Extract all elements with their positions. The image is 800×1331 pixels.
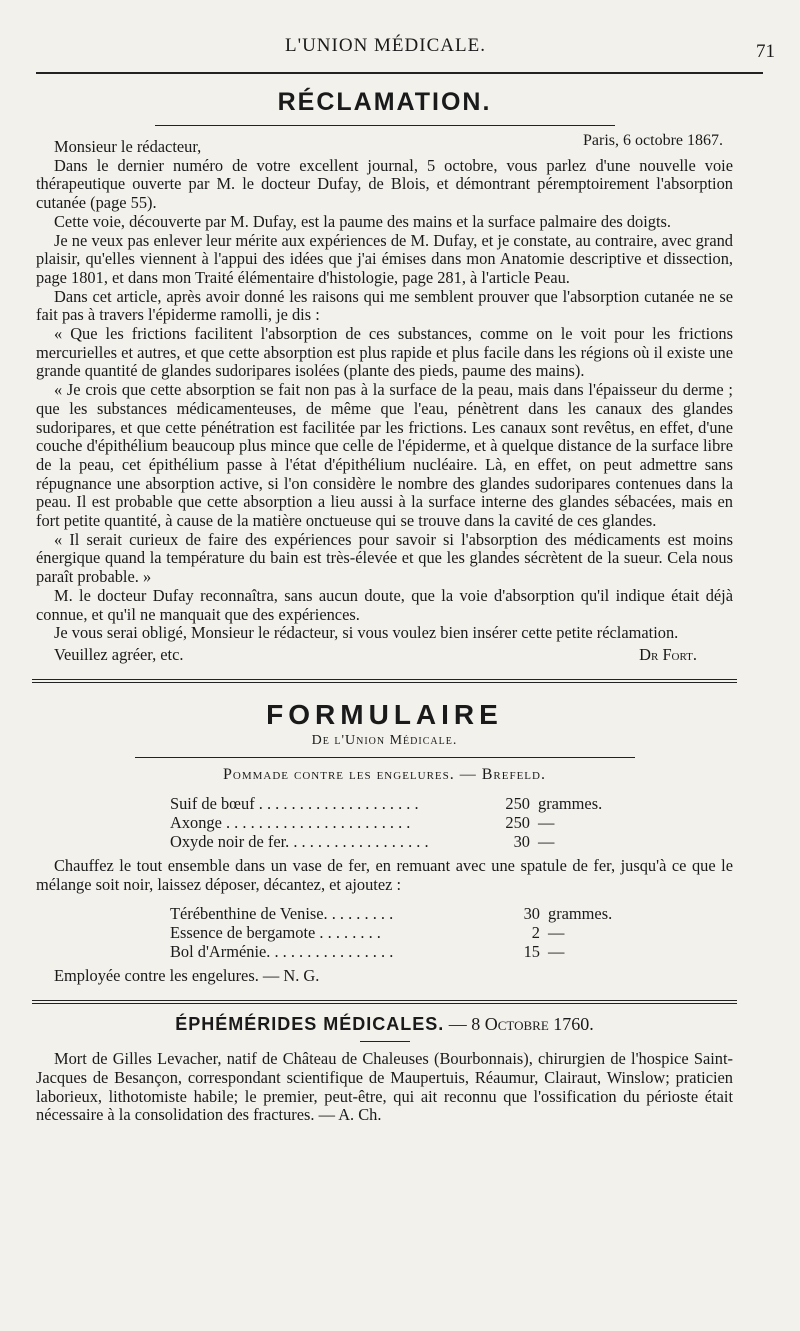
- ingredient-unit: —: [538, 831, 555, 851]
- reclamation-title: RÉCLAMATION.: [277, 88, 492, 116]
- instruction: Chauffez le tout ensemble dans un vase de fer, en remuant avec une spatule de fer, jusqu'à ce que le mélange soit noir, laissez déposer, décantez, et ajoutez :: [36, 855, 733, 894]
- ingredient-row: [170, 794, 733, 813]
- paragraph: Dans cet article, après avoir donné les raisons qui me semblent prouver que l'absorption cutanée ne se fait pas à travers l'épiderme ramolli, je dis :: [36, 286, 733, 325]
- formulaire-subtitle: De l'Union Médicale.: [311, 732, 458, 748]
- dateline: Paris, 6 octobre 1867.: [583, 132, 723, 149]
- ephemerides-section: [36, 1014, 733, 1125]
- usage-note: Employée contre les engelures. — N. G.: [54, 966, 320, 986]
- addition-row: [170, 904, 733, 923]
- addition-name: Essence de bergamote . . . . . . . .: [170, 923, 381, 943]
- subtitle-rule: [135, 757, 635, 758]
- ephemerides-heading: [36, 1014, 733, 1035]
- addition-row: [170, 923, 733, 942]
- addition-qty: 2: [531, 923, 540, 943]
- addition-qty: 30: [523, 904, 540, 924]
- quote-paragraph: « Il serait curieux de faire des expériences pour savoir si l'absorption des médicaments est moins énergique quand la température du bain est très-élevée et que les glandes sécrètent de la sueur. Cela nous paraît probable. »: [36, 529, 733, 587]
- paragraph: Je ne veux pas enlever leur mérite aux expériences de M. Dufay, et je constate, au contraire, avec grand plaisir, qu'elles viennent à l'appui des idées que j'ai émises dans mon Anatomie descriptive et dissection, page 1801, et dans mon Traité élémentaire d'histologie, page 281, à l'article Peau.: [36, 230, 733, 287]
- quote-paragraph: « Que les frictions facilitent l'absorption de ces substances, comme on le voit pour les frictions mercurielles et autres, et que cette absorption est plus rapide et plus facile dans les régions où il existe une grande quantité de glandes sudoripares isolées (plante des pieds, paume des mains).: [36, 324, 733, 381]
- addition-list: [170, 904, 733, 961]
- ingredient-qty: 250: [505, 793, 530, 813]
- running-head: L'UNION MÉDICALE.: [285, 35, 486, 56]
- ephemerides-date: — 8 Octobre 1760.: [448, 1014, 594, 1035]
- paragraph: Je vous serai obligé, Monsieur le rédacteur, si vous voulez bien insérer cette petite réclamation.: [54, 623, 679, 643]
- addition-unit: —: [548, 942, 565, 962]
- ingredient-unit: grammes.: [538, 793, 603, 813]
- addition-name: Bol d'Arménie. . . . . . . . . . . . . . . .: [170, 942, 394, 962]
- paragraph: M. le docteur Dufay reconnaîtra, sans aucun doute, que la voie d'absorption qu'il indique était déjà connue, et qu'il ne manquait que des expériences.: [36, 585, 733, 624]
- paragraph: Cette voie, découverte par M. Dufay, est la paume des mains et la surface palmaire des doigts.: [54, 211, 672, 231]
- quote-paragraph: « Je crois que cette absorption se fait non pas à la surface de la peau, mais dans l'épaisseur du derme ; que les substances médicamenteuses, de même que l'eau, pénètrent dans les canaux des glandes sudoripares, et que cette pénétration est facilitée par les frictions. Les canaux sont revêtus, en effet, d'une couche d'épithélium beaucoup plus mince que celle de l'épiderme, et à quelque distance de la surface libre de la peau, cet épithélium passe à l'état d'épithélium nucléaire. Là, en effet, on peut admettre sans répugnance une absorption active, si l'on considère le nombre des glandes sudoripares contenues dans la peau. Il est probable que cette absorption a lieu aussi à la surface interne des glandes sébacées, mais en fort petite quantité, à cause de la matière onctueuse qui se trouve dans la cavité de ces glandes.: [36, 380, 733, 531]
- addition-name: Térébenthine de Venise. . . . . . . . .: [170, 904, 394, 924]
- signoff: [36, 645, 733, 665]
- ephemerides-title: ÉPHÉMÉRIDES MÉDICALES.: [175, 1014, 445, 1035]
- formulaire-title: FORMULAIRE: [266, 698, 503, 730]
- section-divider: [32, 1000, 737, 1004]
- addition-row: [170, 942, 733, 961]
- recipe-title: Pommade contre les engelures. — Brefeld.: [223, 765, 546, 783]
- ephemerides-rule: [360, 1041, 410, 1042]
- ingredient-qty: 30: [513, 831, 530, 851]
- section-divider: [32, 679, 737, 683]
- addition-qty: 15: [523, 942, 540, 962]
- ingredient-list: [170, 794, 733, 851]
- page-number: 71: [756, 41, 775, 62]
- page-header: [36, 35, 775, 75]
- header-rule: [36, 72, 763, 74]
- ingredient-unit: —: [538, 812, 555, 832]
- ingredient-name: Suif de bœuf . . . . . . . . . . . . . . . . . . . .: [170, 793, 419, 813]
- reclamation-section: [36, 88, 733, 665]
- title-rule: [155, 125, 615, 126]
- addition-unit: —: [548, 923, 565, 943]
- ingredient-row: [170, 832, 733, 851]
- ephemerides-text: Mort de Gilles Levacher, natif de Château de Chaleuses (Bourbonnais), chirurgien de l'hospice Saint-Jacques de Besançon, correspondant scientifique de Maupertuis, Réaumur, Clairaut, Winslow; praticien laborieux, lithotomiste habile; le premier, peut-être, qui ait reconnu que l'ossification du périoste était nécessaire à la consolidation des fractures. — A. Ch.: [36, 1049, 733, 1125]
- signature: Dr Fort.: [639, 644, 697, 664]
- paragraph: Dans le dernier numéro de votre excellent journal, 5 octobre, vous parlez d'une nouvelle voie thérapeutique ouverte par M. le docteur Dufay, de Blois, et démontrant péremptoirement l'absorption cutanée (page 55).: [36, 155, 733, 213]
- formulaire-section: [36, 699, 733, 986]
- closing: Veuillez agréer, etc.: [54, 644, 184, 664]
- salutation: Monsieur le rédacteur,: [54, 137, 202, 156]
- page-content: [36, 88, 733, 1125]
- addition-unit: grammes.: [548, 904, 613, 924]
- ingredient-row: [170, 813, 733, 832]
- ingredient-qty: 250: [505, 812, 530, 832]
- ingredient-name: Oxyde noir de fer. . . . . . . . . . . . . . . . . .: [170, 831, 429, 851]
- ingredient-name: Axonge . . . . . . . . . . . . . . . . . . . . . . .: [170, 812, 411, 832]
